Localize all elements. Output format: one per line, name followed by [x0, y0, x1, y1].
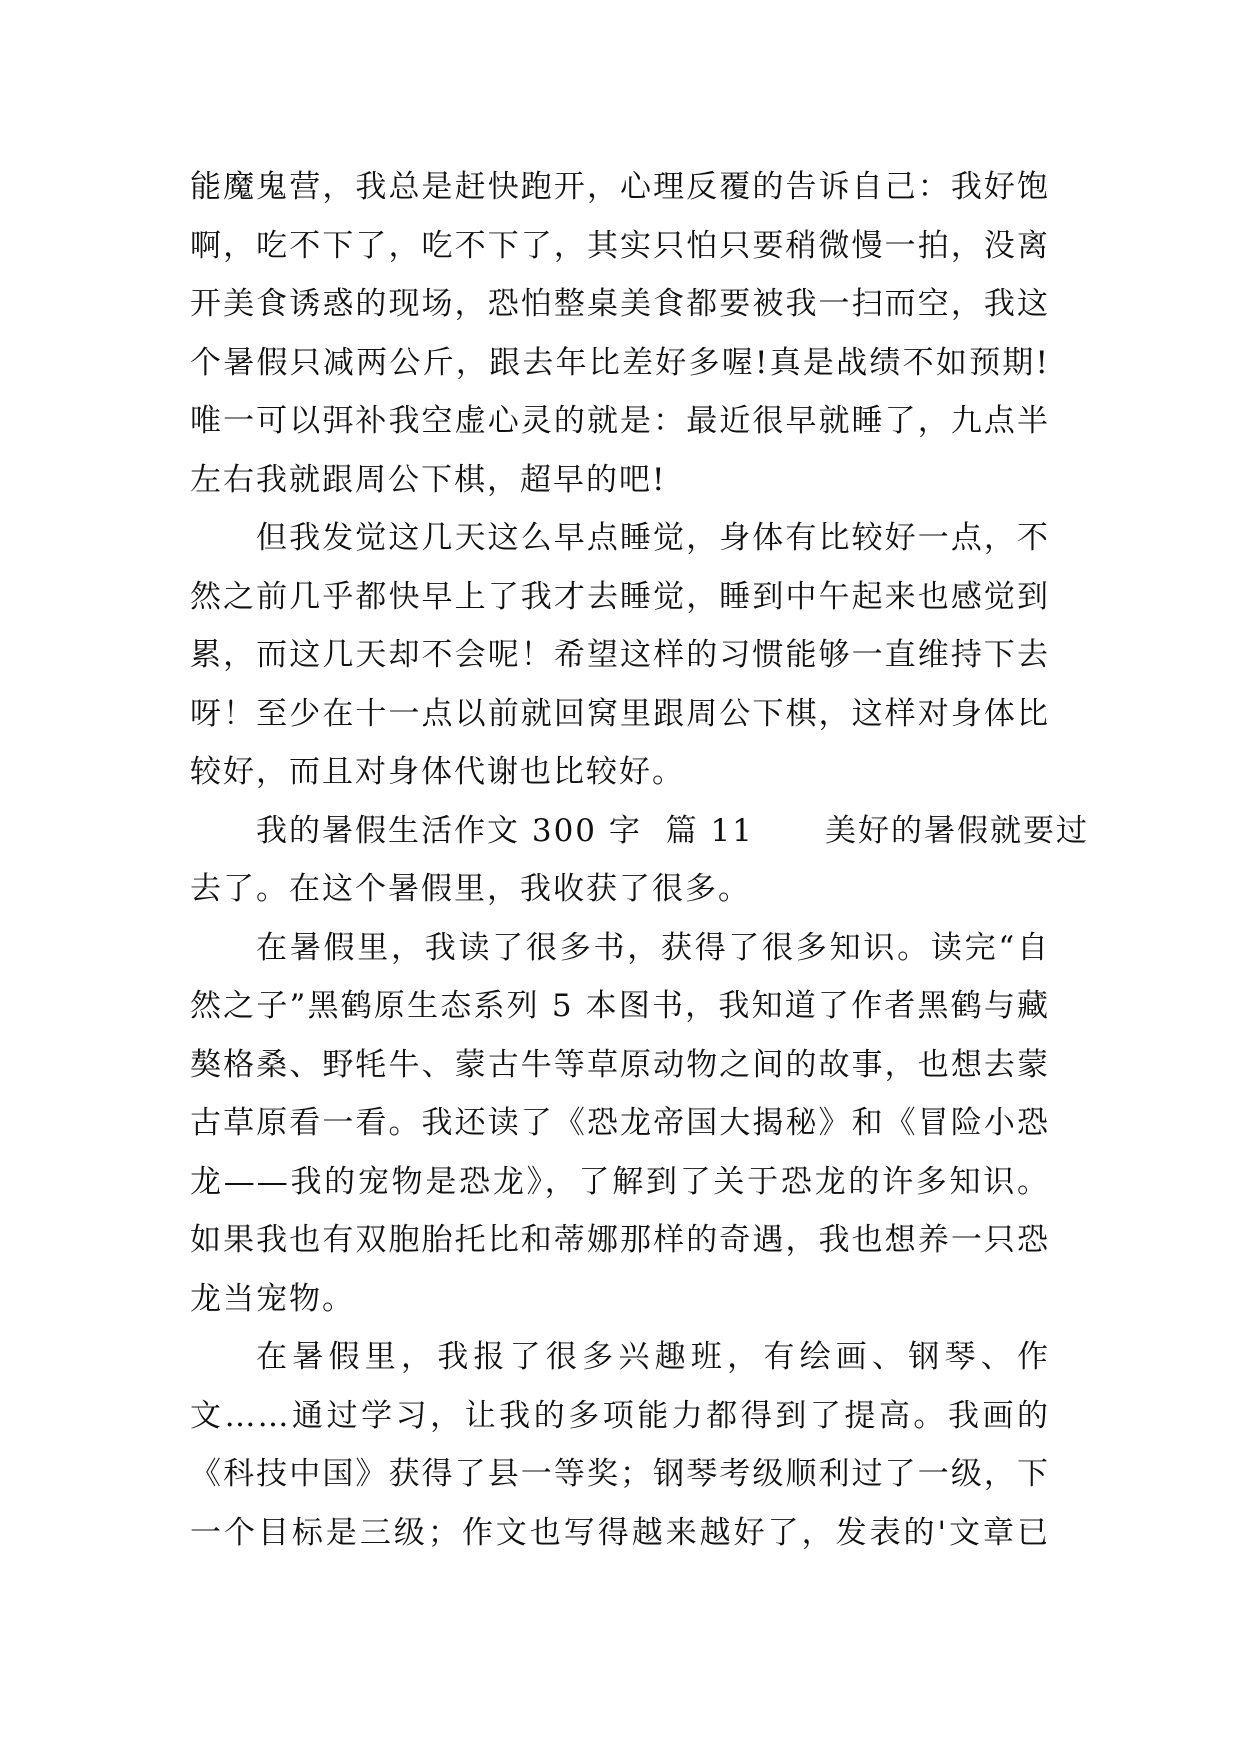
text-line: 龙——我的宠物是恐龙》，了解到了关于恐龙的许多知识。: [190, 1163, 1050, 1200]
text-line: 在暑假里，我读了很多书，获得了很多知识。读完“自: [256, 929, 1050, 966]
text-line: 一个目标是三级；作文也写得越来越好了，发表的'文章已: [190, 1514, 1050, 1551]
text-line: 唯一可以弭补我空虚心灵的就是：最近很早就睡了，九点半: [190, 403, 1050, 439]
text-line: 龙当宠物。: [190, 1280, 355, 1317]
text-line: 在暑假里，我报了很多兴趣班，有绘画、钢琴、作: [256, 1339, 1050, 1375]
body-text: [190, 158, 1090, 1562]
section-heading-line: 我的暑假生活作文 300 字 篇 11 美好的暑假就要过: [256, 812, 1090, 849]
text-line: 古草原看一看。我还读了《恐龙帝国大揭秘》和《冒险小恐: [190, 1105, 1050, 1141]
text-line: 《科技中国》获得了县一等奖；钢琴考级顺利过了一级，下: [190, 1456, 1050, 1492]
text-line: 如果我也有双胞胎托比和蒂娜那样的奇遇，我也想养一只恐: [190, 1222, 1050, 1258]
text-line: 然之前几乎都快早上了我才去睡觉，睡到中午起来也感觉到: [190, 578, 1050, 615]
text-line: 累，而这几天却不会呢！希望这样的习惯能够一直维持下去: [190, 637, 1050, 673]
text-line: 然之子”黑鹤原生态系列 5 本图书，我知道了作者黑鹤与藏: [190, 988, 1050, 1024]
text-line: 个暑假只减两公斤，跟去年比差好多喔!真是战绩不如预期!: [190, 344, 1050, 381]
text-line: 獒格桑、野牦牛、蒙古牛等草原动物之间的故事，也想去蒙: [190, 1046, 1050, 1083]
text-line: 文……通过学习，让我的多项能力都得到了提高。我画的: [190, 1397, 1050, 1434]
text-line: 能魔鬼营，我总是赶快跑开，心理反覆的告诉自己：我好饱: [190, 169, 1050, 205]
text-line: 较好，而且对身体代谢也比较好。: [190, 754, 685, 790]
text-line: 啊，吃不下了，吃不下了，其实只怕只要稍微慢一拍，没离: [190, 227, 1050, 264]
text-line: 去了。在这个暑假里，我收获了很多。: [190, 871, 751, 907]
text-line: 左右我就跟周公下棋，超早的吧!: [190, 461, 667, 498]
text-line: 但我发觉这几天这么早点睡觉，身体有比较好一点，不: [256, 520, 1050, 556]
text-line: 呀！至少在十一点以前就回窝里跟周公下棋，这样对身体比: [190, 695, 1050, 732]
text-line: 开美食诱惑的现场，恐怕整桌美食都要被我一扫而空，我这: [190, 286, 1050, 322]
